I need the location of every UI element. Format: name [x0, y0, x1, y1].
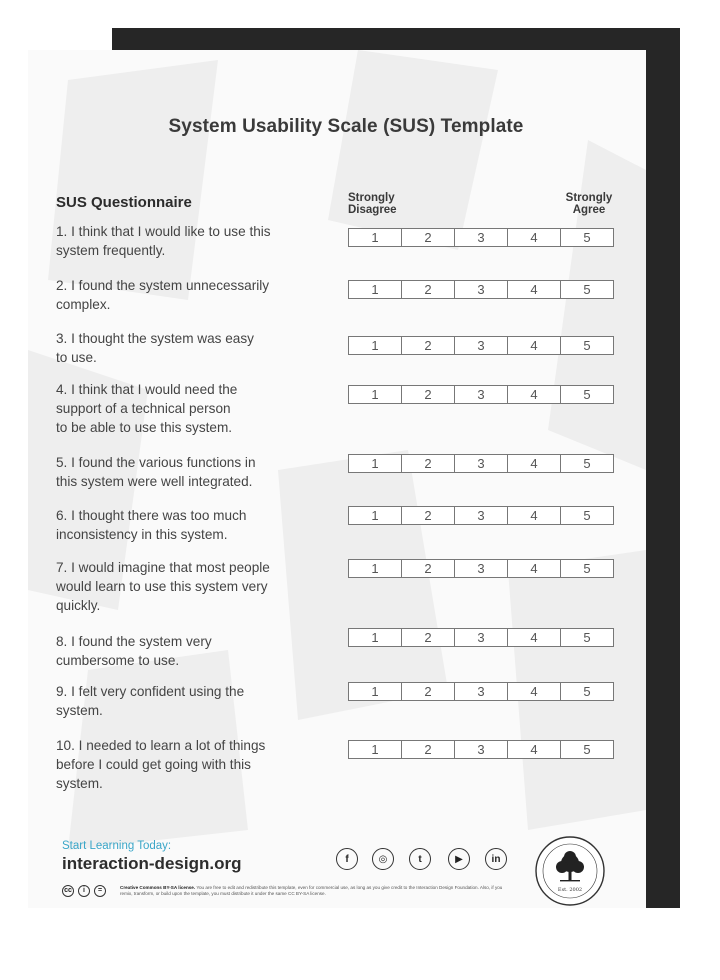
question-line: to use. — [56, 350, 97, 365]
rating-option-2[interactable]: 2 — [401, 229, 454, 246]
rating-option-3[interactable]: 3 — [454, 229, 507, 246]
page-title: System Usability Scale (SUS) Template — [168, 116, 524, 137]
rating-scale-10 — [348, 740, 614, 759]
question-line: 5. I found the various functions in — [56, 455, 256, 470]
rating-option-1[interactable]: 1 — [371, 230, 379, 245]
question-8 — [56, 632, 324, 670]
rating-option-5[interactable]: 5 — [560, 386, 613, 403]
question-10 — [56, 736, 324, 793]
rating-option-1[interactable]: 1 — [371, 742, 379, 757]
rating-option-3[interactable]: 3 — [454, 741, 507, 758]
question-line: would learn to use this system very — [56, 579, 268, 594]
rating-option-2[interactable]: 2 — [401, 560, 454, 577]
rating-option-2[interactable]: 2 — [401, 629, 454, 646]
rating-scale-8 — [348, 628, 614, 647]
question-line: 4. I think that I would need the — [56, 382, 238, 397]
footer-cta: Start Learning Today: — [62, 840, 172, 852]
question-line: 6. I thought there was too much — [56, 508, 247, 523]
rating-option-2[interactable]: 2 — [401, 386, 454, 403]
license-body: You are free to edit and redistribute this template, even for commercial use, as long as you give credit to the Interaction Design Foundation. Also, if you remix, transform, or build upon the template, you must distribute it under the same CC BY-SA license. — [120, 885, 503, 896]
rating-option-3[interactable]: 3 — [454, 560, 507, 577]
question-6 — [56, 506, 324, 544]
rating-scale-4 — [348, 385, 614, 404]
rating-option-5[interactable]: 5 — [560, 629, 613, 646]
cc-license-icons — [62, 885, 106, 897]
youtube-icon[interactable]: ▶ — [448, 848, 470, 870]
attribution-icon: i — [78, 885, 90, 897]
scale-right-line2: Agree — [572, 204, 606, 216]
scale-label-disagree — [348, 192, 397, 216]
rating-option-4[interactable]: 4 — [507, 741, 560, 758]
rating-option-3[interactable]: 3 — [454, 386, 507, 403]
rating-option-5[interactable]: 5 — [560, 560, 613, 577]
seal-est: Est. 2002 — [557, 887, 583, 893]
twitter-icon[interactable]: t — [409, 848, 431, 870]
rating-option-3[interactable]: 3 — [454, 337, 507, 354]
linkedin-icon[interactable]: in — [485, 848, 507, 870]
question-line: system. — [56, 703, 103, 718]
question-line: quickly. — [56, 598, 101, 613]
rating-option-1[interactable]: 1 — [371, 508, 379, 523]
question-line: 9. I felt very confident using the — [56, 684, 245, 699]
rating-option-4[interactable]: 4 — [507, 629, 560, 646]
question-line: cumbersome to use. — [56, 653, 180, 668]
rating-option-1[interactable]: 1 — [371, 387, 379, 402]
question-2 — [56, 276, 324, 314]
rating-option-1[interactable]: 1 — [371, 456, 379, 471]
rating-option-1[interactable]: 1 — [371, 630, 379, 645]
question-line: before I could get going with this — [56, 757, 251, 772]
rating-option-1[interactable]: 1 — [371, 282, 379, 297]
rating-option-2[interactable]: 2 — [401, 455, 454, 472]
rating-option-4[interactable]: 4 — [507, 386, 560, 403]
question-line: support of a technical person — [56, 401, 231, 416]
question-7 — [56, 558, 324, 615]
rating-option-4[interactable]: 4 — [507, 337, 560, 354]
rating-scale-9 — [348, 682, 614, 701]
cc-icon: cc — [62, 885, 74, 897]
facebook-icon[interactable]: f — [336, 848, 358, 870]
rating-option-4[interactable]: 4 — [507, 683, 560, 700]
rating-option-1[interactable]: 1 — [371, 561, 379, 576]
rating-option-1[interactable]: 1 — [371, 684, 379, 699]
idf-seal-logo — [534, 835, 606, 907]
license-bold: Creative Commons BY-SA license. — [120, 885, 196, 890]
rating-option-4[interactable]: 4 — [507, 507, 560, 524]
rating-option-2[interactable]: 2 — [401, 683, 454, 700]
rating-option-4[interactable]: 4 — [507, 455, 560, 472]
rating-option-4[interactable]: 4 — [507, 229, 560, 246]
rating-option-5[interactable]: 5 — [560, 507, 613, 524]
footer-site-link[interactable]: interaction-design.org — [62, 854, 242, 873]
question-4 — [56, 380, 324, 437]
rating-option-3[interactable]: 3 — [454, 683, 507, 700]
question-1 — [56, 222, 324, 260]
question-line: complex. — [56, 297, 111, 312]
rating-scale-7 — [348, 559, 614, 578]
rating-option-1[interactable]: 1 — [371, 338, 379, 353]
question-line: 2. I found the system unnecessarily — [56, 278, 270, 293]
questionnaire-heading: SUS Questionnaire — [56, 194, 192, 211]
rating-option-5[interactable]: 5 — [560, 281, 613, 298]
rating-option-5[interactable]: 5 — [560, 455, 613, 472]
rating-option-5[interactable]: 5 — [560, 229, 613, 246]
question-line: 8. I found the system very — [56, 634, 212, 649]
rating-option-3[interactable]: 3 — [454, 455, 507, 472]
rating-option-5[interactable]: 5 — [560, 741, 613, 758]
rating-scale-3 — [348, 336, 614, 355]
rating-option-5[interactable]: 5 — [560, 337, 613, 354]
question-line: 10. I needed to learn a lot of things — [56, 738, 266, 753]
rating-option-5[interactable]: 5 — [560, 683, 613, 700]
rating-option-3[interactable]: 3 — [454, 629, 507, 646]
scale-left-line1: Strongly — [348, 192, 395, 204]
scale-label-agree — [554, 192, 624, 216]
question-5 — [56, 453, 324, 491]
scale-right-line1: Strongly — [565, 192, 613, 204]
rating-option-3[interactable]: 3 — [454, 281, 507, 298]
rating-option-4[interactable]: 4 — [507, 560, 560, 577]
question-9 — [56, 682, 324, 720]
license-text — [120, 885, 510, 897]
rating-option-2[interactable]: 2 — [401, 741, 454, 758]
rating-scale-2 — [348, 280, 614, 299]
scale-left-line2: Disagree — [348, 204, 397, 216]
rating-scale-5 — [348, 454, 614, 473]
question-line: system frequently. — [56, 243, 166, 258]
share-alike-icon: = — [94, 885, 106, 897]
rating-option-2[interactable]: 2 — [401, 337, 454, 354]
rating-option-4[interactable]: 4 — [507, 281, 560, 298]
rating-option-3[interactable]: 3 — [454, 507, 507, 524]
rating-option-2[interactable]: 2 — [401, 281, 454, 298]
question-line: 1. I think that I would like to use this — [56, 224, 271, 239]
question-line: this system were well integrated. — [56, 474, 253, 489]
rating-scale-6 — [348, 506, 614, 525]
rating-scale-1 — [348, 228, 614, 247]
question-line: 3. I thought the system was easy — [56, 331, 254, 346]
instagram-icon[interactable]: ◎ — [372, 848, 394, 870]
rating-option-2[interactable]: 2 — [401, 507, 454, 524]
question-line: to be able to use this system. — [56, 420, 233, 435]
document-page — [28, 50, 646, 908]
question-line: system. — [56, 776, 103, 791]
question-3 — [56, 329, 324, 367]
question-line: 7. I would imagine that most people — [56, 560, 270, 575]
question-line: inconsistency in this system. — [56, 527, 228, 542]
